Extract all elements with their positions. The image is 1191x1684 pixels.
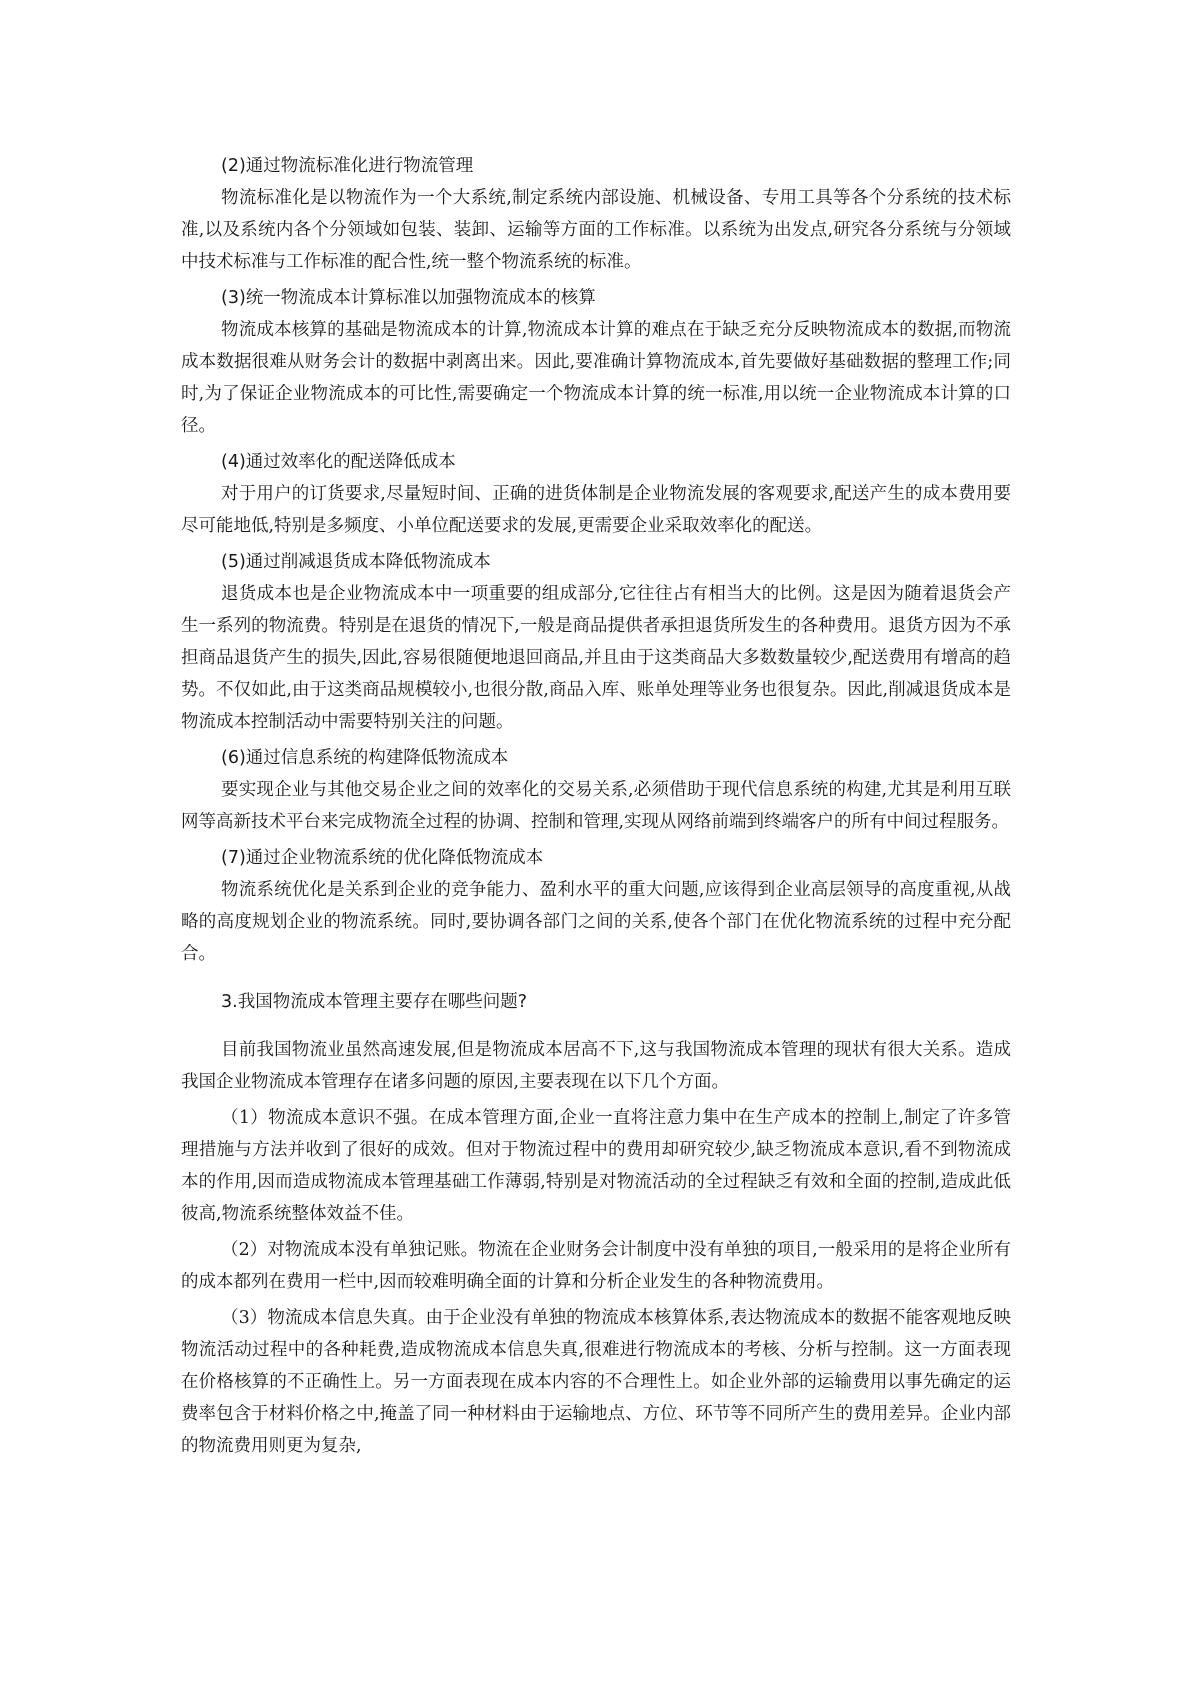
section-heading: (4)通过效率化的配送降低成本	[221, 452, 456, 472]
answer-point-2: （2）对物流成本没有单独记账。物流在企业财务会计制度中没有单独的项目,一般采用的是将企业所有的成本都列在费用一栏中,因而较难明确全面的计算和分析企业发生的各种物流费用。	[181, 1240, 1011, 1292]
section-heading: (5)通过削减退货成本降低物流成本	[221, 552, 491, 572]
section-heading: (7)通过企业物流系统的优化降低物流成本	[221, 848, 544, 868]
section-body: 要实现企业与其他交易企业之间的效率化的交易关系,必须借助于现代信息系统的构建,尤其是利用互联网等高新技术平台来完成物流全过程的协调、控制和管理,实现从网络前端到终端客户的所有中间过程服务。	[181, 780, 1011, 832]
answer-point-3: （3）物流成本信息失真。由于企业没有单独的物流成本核算体系,表达物流成本的数据不能客观地反映物流活动过程中的各种耗费,造成物流成本信息失真,很难进行物流成本的考核、分析与控制。这一方面表现在价格核算的不正确性上。另一方面表现在成本内容的不合理性上。如企业外部的运输费用以事先确定的运费率包含于材料价格之中,掩盖了同一种材料由于运输地点、方位、环节等不同所产生的费用差异。企业内部的物流费用则更为复杂,	[181, 1308, 1011, 1456]
section-heading: (6)通过信息系统的构建降低物流成本	[221, 748, 509, 768]
section-heading: (3)统一物流成本计算标准以加强物流成本的核算	[221, 288, 596, 308]
section-6	[181, 742, 1011, 838]
section-body: 对于用户的订货要求,尽量短时间、正确的进货体制是企业物流发展的客观要求,配送产生的成本费用要尽可能地低,特别是多频度、小单位配送要求的发展,更需要企业采取效率化的配送。	[181, 484, 1011, 536]
section-2	[181, 150, 1011, 278]
section-7	[181, 842, 1011, 970]
section-body: 物流系统优化是关系到企业的竞争能力、盈利水平的重大问题,应该得到企业高层领导的高度重视,从战略的高度规划企业的物流系统。同时,要协调各部门之间的关系,使各个部门在优化物流系统的过程中充分配合。	[181, 880, 1011, 964]
answer-intro: 目前我国物流业虽然高速发展,但是物流成本居高不下,这与我国物流成本管理的现状有很大关系。造成我国企业物流成本管理存在诸多问题的原因,主要表现在以下几个方面。	[181, 1040, 1011, 1092]
question-heading: 3.我国物流成本管理主要存在哪些问题?	[221, 992, 527, 1012]
section-body: 退货成本也是企业物流成本中一项重要的组成部分,它往往占有相当大的比例。这是因为随着退货会产生一系列的物流费。特别是在退货的情况下,一般是商品提供者承担退货所发生的各种费用。退货方因为不承担商品退货产生的损失,因此,容易很随便地退回商品,并且由于这类商品大多数数量较少,配送费用有增高的趋势。不仅如此,由于这类商品规模较小,也很分散,商品入库、账单处理等业务也很复杂。因此,削减退货成本是物流成本控制活动中需要特别关注的问题。	[181, 584, 1011, 732]
section-body: 物流标准化是以物流作为一个大系统,制定系统内部设施、机械设备、专用工具等各个分系统的技术标准,以及系统内各个分领域如包装、装卸、运输等方面的工作标准。以系统为出发点,研究各分系统与分领域中技术标准与工作标准的配合性,统一整个物流系统的标准。	[181, 188, 1011, 272]
section-body: 物流成本核算的基础是物流成本的计算,物流成本计算的难点在于缺乏充分反映物流成本的数据,而物流成本数据很难从财务会计的数据中剥离出来。因此,要准确计算物流成本,首先要做好基础数据的整理工作;同时,为了保证企业物流成本的可比性,需要确定一个物流成本计算的统一标准,用以统一企业物流成本计算的口径。	[181, 320, 1011, 436]
document-page	[181, 150, 1011, 1462]
section-4	[181, 446, 1011, 542]
section-heading: (2)通过物流标准化进行物流管理	[221, 156, 474, 176]
answer-point-1: （1）物流成本意识不强。在成本管理方面,企业一直将注意力集中在生产成本的控制上,制定了许多管理措施与方法并收到了很好的成效。但对于物流过程中的费用却研究较少,缺乏物流成本意识,看不到物流成本的作用,因而造成物流成本管理基础工作薄弱,特别是对物流活动的全过程缺乏有效和全面的控制,造成此低彼高,物流系统整体效益不佳。	[181, 1108, 1011, 1224]
section-3	[181, 282, 1011, 442]
section-5	[181, 546, 1011, 738]
